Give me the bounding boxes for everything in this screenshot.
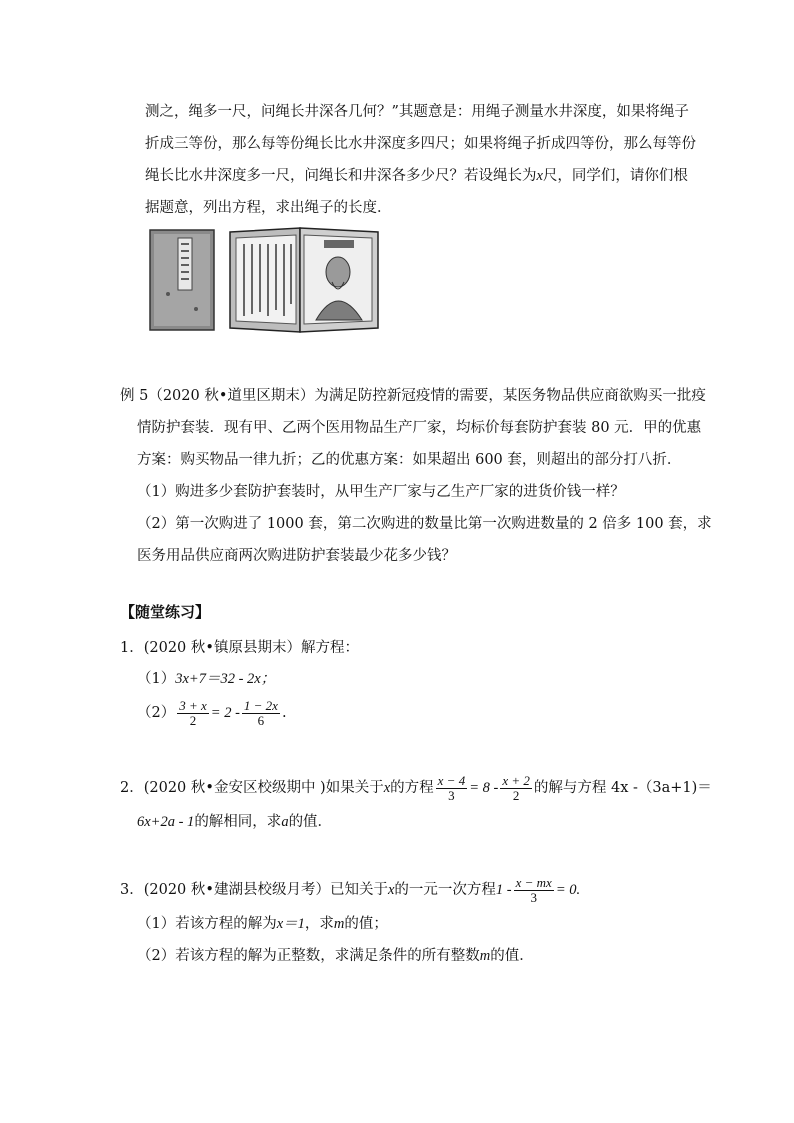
problem-1b-mid: = 2 - — [210, 705, 240, 721]
problem-1b-end: . — [281, 705, 287, 721]
example5-line-3: 方案：购买物品一律九折；乙的优惠方案：如果超出 600 套，则超出的部分打八折． — [137, 452, 682, 468]
fraction-x-plus-2-over-2: $\frac{x + 2}{2}$ — [502, 772, 530, 803]
example5-line-2: 情防护套装．现有甲、乙两个医用物品生产厂家，均标价每套防护套装 80 元．甲的优惠 — [137, 420, 702, 436]
var-x: x — [536, 168, 543, 184]
example5-question-2b: 医务用品供应商两次购进防护套装最少花多少钱？ — [137, 548, 456, 564]
problem-2-line-2-end: 的值． — [288, 814, 333, 830]
problem-3-q2-a: （2）若该方程的解为正整数，求满足条件的所有整数 — [137, 948, 480, 964]
problem-1a-equation: 3x+7＝32 - 2x； — [175, 671, 276, 687]
problem-2-line-2 — [137, 812, 332, 832]
var-x: x — [383, 780, 391, 796]
problem-3-title: 3．(2020 秋•建湖县校级月考）已知关于 — [120, 882, 388, 898]
example5-line-1: 例 5（2020 秋•道里区期末）为满足防控新冠疫情的需要，某医务物品供应商欲购买一批疫 — [120, 388, 706, 404]
problem-2-equation: 6x+2a - 1 — [137, 814, 195, 830]
intro-line-3-end: 尺，同学们，请你们根 — [542, 168, 688, 184]
problem-3-eq-pre: 1 - — [495, 882, 512, 898]
intro-line-4: 据题意，列出方程，求出绳子的长度． — [145, 200, 392, 216]
problem-3-q1-c: 的值； — [344, 916, 388, 932]
intro-line-1: 测之，绳多一尺，问绳长井深各几何？”其题意是：用绳子测量水井深度，如果将绳子 — [145, 104, 689, 120]
problem-2-mid: = 8 - — [469, 780, 499, 796]
problem-2-title-mid: 的方程 — [390, 780, 434, 796]
problem-3-line-1 — [120, 874, 580, 906]
fraction-x-minus-4-over-3: $\frac{x - 4}{3}$ — [437, 772, 466, 803]
problem-3-question-1 — [137, 914, 388, 934]
intro-line-3 — [145, 166, 688, 186]
problem-2-line-1 — [120, 772, 712, 804]
problem-3-title-mid: 的一元一次方程 — [394, 882, 496, 898]
problem-1b — [137, 697, 287, 729]
var-m: m — [479, 948, 491, 964]
problem-1-title: 1．(2020 秋•镇原县期末）解方程： — [120, 640, 359, 656]
problem-3-q1-eq: x＝1 — [276, 916, 305, 932]
problem-2-title-end: 的解与方程 4x -（3a+1)＝ — [533, 780, 712, 796]
var-m: m — [333, 916, 345, 932]
problem-3-eq-post: = 0. — [555, 882, 581, 898]
ancient-book-illustration — [148, 224, 382, 336]
example5-question-1: （1）购进多少套防护套装时，从甲生产厂家与乙生产厂家的进货价钱一样？ — [137, 484, 625, 500]
intro-line-3-text: 绳长比水井深度多一尺，问绳长和井深各多少尺？若设绳长为 — [145, 168, 537, 184]
problem-2-line-2-mid: 的解相同，求 — [194, 814, 282, 830]
var-a: a — [281, 814, 289, 830]
intro-line-2: 折成三等份，那么每等份绳长比水井深度多四尺；如果将绳子折成四等份，那么每等份 — [145, 136, 696, 152]
problem-3-q1-a: （1）若该方程的解为 — [137, 916, 277, 932]
fraction-x-minus-mx-over-3: $\frac{x - mx}{3}$ — [515, 874, 552, 905]
example5-question-2a: （2）第一次购进了 1000 套，第二次购进的数量比第一次购进数量的 2 倍多 100 套，求 — [137, 516, 712, 532]
problem-1b-label: （2） — [137, 705, 176, 721]
problem-3-q2-b: 的值． — [490, 948, 534, 964]
problem-2-title: 2．(2020 秋•金安区校级期中 )如果关于 — [120, 780, 384, 796]
fraction-3-plus-x-over-2: $\frac{3 + x}{2}$ — [179, 697, 207, 728]
problem-1a-label: （1） — [137, 671, 176, 687]
problem-3-question-2 — [137, 946, 534, 966]
fraction-1-minus-2x-over-6: $\frac{1 - 2x}{6}$ — [243, 697, 278, 728]
problem-3-q1-b: ，求 — [304, 916, 334, 932]
practice-heading: 【随堂练习】 — [120, 603, 211, 621]
var-x: x — [387, 882, 395, 898]
problem-1a — [137, 669, 275, 689]
